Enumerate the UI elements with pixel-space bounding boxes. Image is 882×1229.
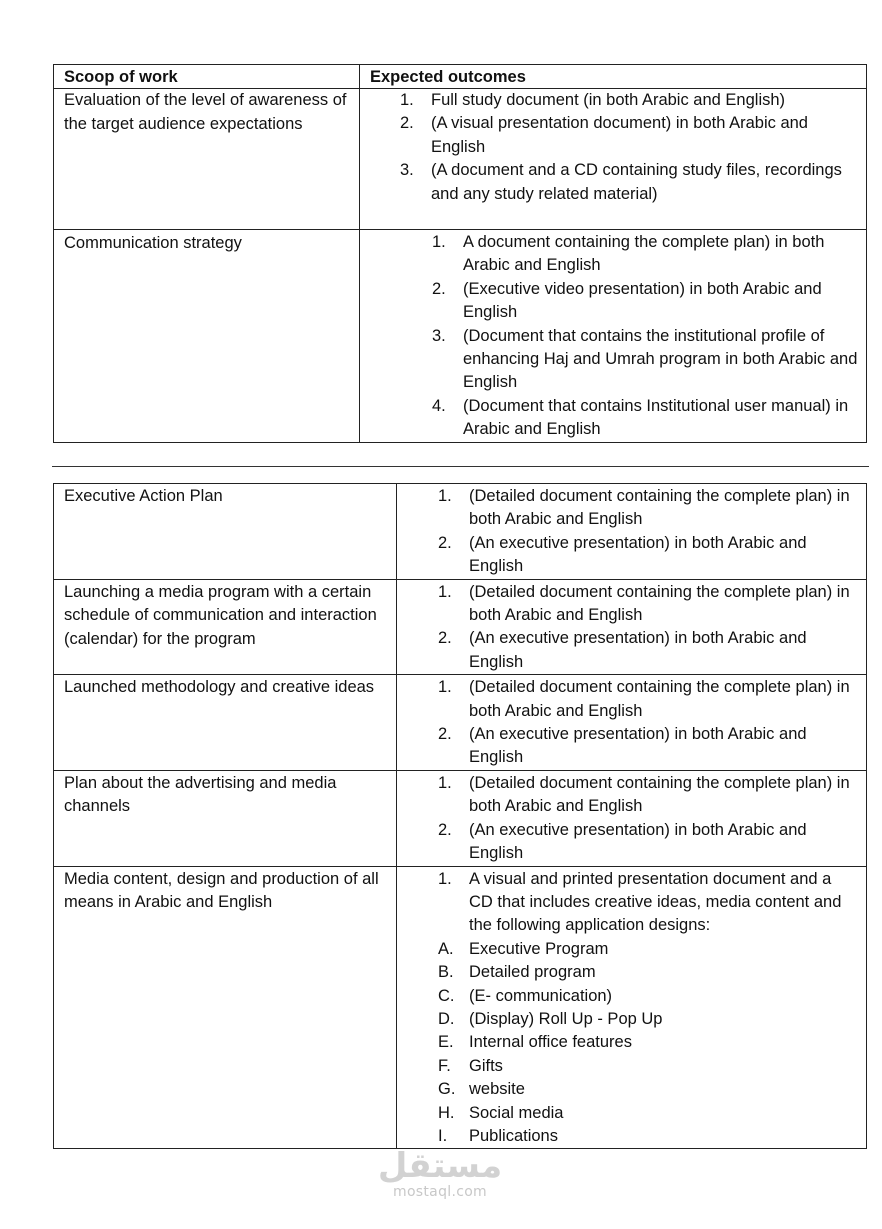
outcomes-list [438, 485, 854, 579]
list-text: (E- communication) [469, 986, 613, 1005]
list-item [438, 1102, 854, 1125]
outcomes-cell [397, 675, 867, 771]
list-number: 2. [438, 725, 452, 744]
scope-cell: Executive Action Plan [54, 484, 397, 580]
list-item [438, 532, 854, 579]
outcomes-list [438, 676, 854, 770]
list-number: 2. [438, 533, 452, 552]
list-text: (Executive video presentation) in both Arabic and English [463, 279, 822, 322]
list-item [432, 231, 858, 278]
scope-cell: Launched methodology and creative ideas [54, 675, 397, 771]
list-item [438, 819, 854, 866]
list-number: 3. [432, 326, 446, 345]
list-text: Social media [469, 1103, 564, 1122]
list-item [438, 1055, 854, 1078]
outcomes-list [438, 772, 854, 866]
outcomes-list [432, 231, 858, 442]
list-number: 2. [438, 820, 452, 839]
table-row [54, 230, 867, 443]
outcomes-table-2 [53, 483, 867, 1149]
list-text: Gifts [469, 1056, 503, 1075]
list-item [400, 159, 852, 206]
list-item [438, 961, 854, 984]
list-text: (Detailed document containing the complete plan) in both Arabic and English [469, 487, 850, 529]
list-number: 3. [400, 161, 414, 180]
list-number: 2. [432, 279, 446, 298]
list-item [400, 89, 852, 112]
table-row [54, 89, 867, 230]
list-item [438, 581, 854, 628]
outcomes-cell [360, 230, 867, 443]
list-number: C. [438, 986, 455, 1005]
scope-cell: Launching a media program with a certain schedule of communication and interaction (calendar) for the program [54, 579, 397, 675]
list-number: B. [438, 963, 454, 982]
watermark-latin: mostaql.com [393, 1184, 487, 1200]
list-number: 1. [400, 91, 414, 109]
scope-cell: Media content, design and production of all means in Arabic and English [54, 866, 397, 1149]
list-number: 1. [438, 773, 452, 792]
list-text: Executive Program [469, 939, 609, 958]
list-item [438, 1078, 854, 1101]
outcomes-cell [360, 89, 867, 230]
table-header-row [54, 65, 867, 89]
table-row [54, 866, 867, 1149]
list-item [400, 112, 852, 159]
list-text: (An executive presentation) in both Arabic and English [469, 629, 807, 671]
outcomes-cell [397, 484, 867, 580]
list-number: D. [438, 1009, 455, 1028]
list-number: 2. [400, 114, 414, 133]
list-text: (An executive presentation) in both Arabic and English [469, 820, 807, 863]
list-number: 1. [438, 582, 452, 601]
list-item [438, 1031, 854, 1054]
list-text: (An executive presentation) in both Arabic and English [469, 533, 807, 576]
list-text: (Detailed document containing the complete plan) in both Arabic and English [469, 582, 850, 625]
outcomes-list [438, 868, 854, 1149]
list-item [432, 395, 858, 442]
list-text: (Detailed document containing the complete plan) in both Arabic and English [469, 678, 850, 720]
list-text: Full study document (in both Arabic and English) [431, 91, 786, 109]
list-item [438, 868, 854, 938]
list-item [438, 772, 854, 819]
list-number: I. [438, 1126, 448, 1145]
list-item [438, 985, 854, 1008]
section-divider [52, 466, 869, 467]
list-item [438, 1008, 854, 1031]
list-text: Detailed program [469, 963, 596, 982]
table-row [54, 484, 867, 580]
list-number: 1. [438, 869, 452, 888]
list-number: G. [438, 1080, 456, 1099]
list-number: A. [438, 939, 454, 958]
list-text: (A document and a CD containing study files, recordings and any study related material) [431, 161, 842, 203]
list-number: 1. [432, 233, 446, 251]
table-row [54, 579, 867, 675]
outcomes-cell [397, 579, 867, 675]
list-text: (A visual presentation document) in both Arabic and English [431, 114, 808, 156]
list-item [438, 938, 854, 961]
list-item [438, 485, 854, 532]
outcomes-list [400, 89, 852, 206]
outcomes-cell [397, 866, 867, 1149]
list-text: (Document that contains Institutional user manual) in Arabic and English [463, 396, 849, 439]
scope-cell: Communication strategy [54, 230, 360, 443]
list-number: F. [438, 1056, 451, 1075]
outcomes-table-1 [53, 64, 867, 443]
list-item [432, 325, 858, 395]
outcomes-cell [397, 770, 867, 866]
list-number: 4. [432, 396, 446, 415]
list-text: Internal office features [469, 1033, 632, 1052]
list-text: A visual and printed presentation document and a CD that includes creative ideas, media content and the following application designs: [469, 869, 842, 935]
list-item [438, 1125, 854, 1148]
scope-cell: Plan about the advertising and media channels [54, 770, 397, 866]
list-item [438, 723, 854, 770]
list-number: H. [438, 1103, 455, 1122]
table-row [54, 770, 867, 866]
list-item [438, 676, 854, 723]
list-number: 2. [438, 629, 452, 648]
watermark-arabic: مستقل [377, 1146, 503, 1186]
scope-cell: Evaluation of the level of awareness of the target audience expectations [54, 89, 360, 230]
list-item [438, 627, 854, 674]
list-number: 1. [438, 487, 452, 505]
header-scope: Scoop of work [54, 65, 360, 89]
list-number: E. [438, 1033, 454, 1052]
mostaql-watermark [330, 1148, 550, 1208]
table-row [54, 675, 867, 771]
outcomes-list [438, 581, 854, 675]
list-item [432, 278, 858, 325]
list-text: (Display) Roll Up - Pop Up [469, 1009, 663, 1028]
list-text: Publications [469, 1126, 558, 1145]
list-text: website [469, 1080, 525, 1099]
list-text: (Document that contains the institutional profile of enhancing Haj and Umrah program in both Arabic and English [463, 326, 858, 392]
list-text: A document containing the complete plan) in both Arabic and English [463, 233, 825, 275]
list-text: (An executive presentation) in both Arabic and English [469, 725, 807, 767]
list-text: (Detailed document containing the complete plan) in both Arabic and English [469, 773, 850, 816]
list-number: 1. [438, 678, 452, 697]
header-outcomes: Expected outcomes [360, 65, 867, 89]
